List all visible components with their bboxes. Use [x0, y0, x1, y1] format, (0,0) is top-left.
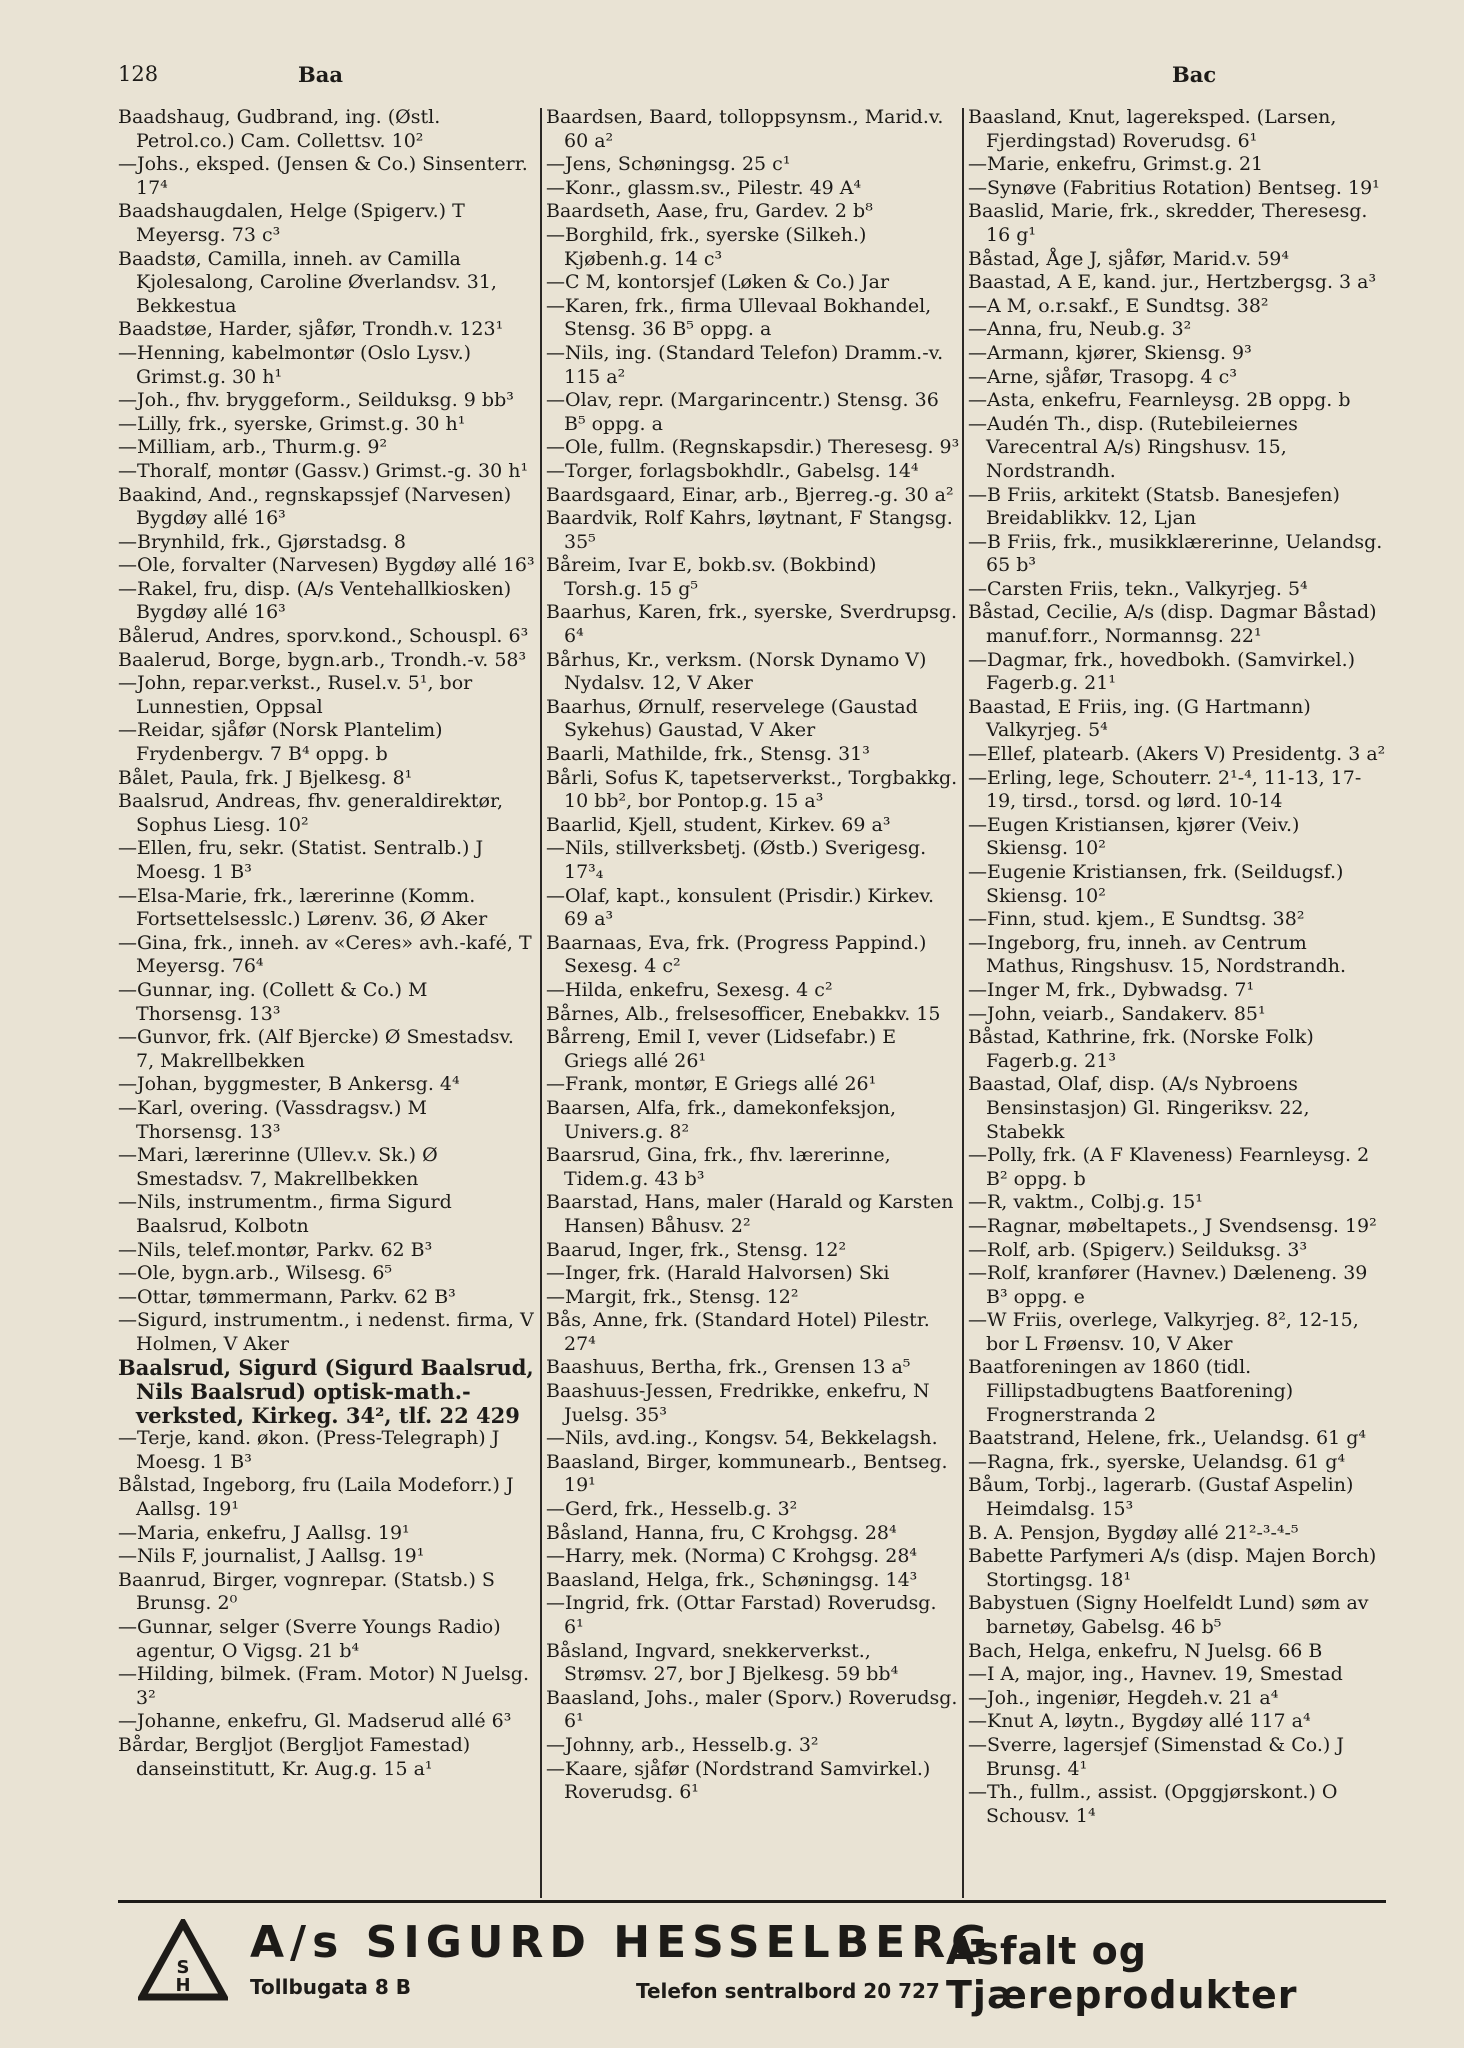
directory-entry: —Th., fullm., assist. (Opggjørskont.) O Schousv. 1⁴ — [968, 1781, 1338, 1827]
directory-entry: Baardsgaard, Einar, arb., Bjerreg.-g. 30 a² — [546, 483, 954, 506]
directory-entry: Baalsrud, Sigurd (Sigurd Baalsrud, Nils Baalsrud) optisk-math.-verksted, Kirkeg. 34², tlf. 22 429 — [118, 1355, 534, 1428]
directory-entry: —Gunnar, ing. (Collett & Co.) M Thorsensg. 13³ — [118, 978, 428, 1025]
directory-entry: —Ole, forvalter (Narvesen) Bygdøy allé 16³ — [118, 554, 535, 577]
directory-entry: —Sigurd, instrumentm., i nedenst. firma, V Holmen, V Aker — [118, 1309, 534, 1355]
directory-entry: —Nils, stillverksbetj. (Østb.) Sverigesg. 17³₄ — [546, 837, 927, 883]
directory-entry: Baarli, Mathilde, frk., Stensg. 31³ — [546, 743, 870, 766]
directory-entry: —Olaf, kapt., konsulent (Prisdir.) Kirkev. 69 a³ — [546, 884, 935, 931]
directory-entry: —B Friis, frk., musikklærerinne, Uelandsg. 65 b³ — [968, 530, 1383, 577]
directory-entry: —Reidar, sjåfør (Norsk Plantelim) Frydenbergv. 7 B⁴ oppg. b — [118, 719, 443, 766]
directory-entry: Baanrud, Birger, vognrepar. (Statsb.) S Brunsg. 2⁰ — [118, 1568, 495, 1615]
directory-entry: —Finn, stud. kjem., E Sundtsg. 38² — [968, 908, 1305, 931]
directory-entry: —Rolf, kranfører (Havnev.) Dæleneng. 39 B³ oppg. e — [968, 1262, 1368, 1308]
directory-entry: —Johan, byggmester, B Ankersg. 4⁴ — [118, 1073, 460, 1096]
advertisement-banner — [118, 1900, 1386, 2017]
directory-entry: —Joh., fhv. bryggeform., Seilduksg. 9 bb³ — [118, 389, 514, 412]
directory-entry: —Mari, lærerinne (Ullev.v. Sk.) Ø Smestadsv. 7, Makrellbekken — [118, 1144, 438, 1190]
directory-entry: —Audén Th., disp. (Rutebileiernes Varecentral A/s) Ringshusv. 15, Nordstrandh. — [968, 412, 1298, 482]
column-3 — [968, 106, 1386, 1896]
directory-entry: Båsland, Hanna, fru, C Krohgsg. 28⁴ — [546, 1521, 897, 1544]
directory-entry: —Asta, enkefru, Fearnleysg. 2B oppg. b — [968, 389, 1351, 412]
directory-entry: —Karl, overing. (Vassdragsv.) M Thorsensg. 13³ — [118, 1096, 427, 1143]
directory-entry: —Hilda, enkefru, Sexesg. 4 c² — [546, 978, 833, 1001]
directory-entry: —Synøve (Fabritius Rotation) Bentseg. 19¹ — [968, 176, 1380, 199]
directory-entry: —Johanne, enkefru, Gl. Madserud allé 6³ — [118, 1710, 512, 1733]
directory-entry: Baasland, Knut, lagereksped. (Larsen, Fjerdingstad) Roverudsg. 6¹ — [968, 106, 1337, 152]
directory-entry: Baarud, Inger, frk., Stensg. 12² — [546, 1238, 847, 1261]
directory-entry: Baarlid, Kjell, student, Kirkev. 69 a³ — [546, 813, 891, 836]
directory-entry: —Kaare, sjåfør (Nordstrand Samvirkel.) Roverudsg. 6¹ — [546, 1757, 931, 1804]
directory-entry: Bårnes, Alb., frelsesofficer, Enebakkv. 15 — [546, 1002, 941, 1025]
directory-entry: —Jens, Schøningsg. 25 c¹ — [546, 153, 791, 176]
directory-entry: Baalerud, Borge, bygn.arb., Trondh.-v. 58³ — [118, 648, 527, 671]
directory-entry: Baastad, Olaf, disp. (A/s Nybroens Bensinstasjon) Gl. Ringeriksv. 22, Stabekk — [968, 1073, 1310, 1143]
directory-entry: Baadshaug, Gudbrand, ing. (Østl. Petrol.co.) Cam. Collettsv. 10² — [118, 106, 441, 152]
directory-entry: —I A, major, ing., Havnev. 19, Smestad — [968, 1663, 1343, 1686]
directory-entry: Båum, Torbj., lagerarb. (Gustaf Aspelin) Heimdalsg. 15³ — [968, 1474, 1354, 1521]
directory-entry: Baarstad, Hans, maler (Harald og Karsten Hansen) Båhusv. 2² — [546, 1191, 954, 1237]
directory-entry: —Milliam, arb., Thurm.g. 9² — [118, 436, 388, 459]
directory-entry: —Harry, mek. (Norma) C Krohgsg. 28⁴ — [546, 1545, 918, 1568]
directory-entry: —Dagmar, frk., hovedbokh. (Samvirkel.) Fagerb.g. 21¹ — [968, 648, 1356, 695]
directory-entry: Baadshaugdalen, Helge (Spigerv.) T Meyersg. 73 c³ — [118, 200, 465, 246]
directory-entry: Bålet, Paula, frk. J Bjelkesg. 8¹ — [118, 766, 413, 789]
directory-entry: Baasland, Birger, kommunearb., Bentseg. 19¹ — [546, 1450, 948, 1497]
directory-entry: —C M, kontorsjef (Løken & Co.) Jar — [546, 271, 890, 294]
directory-entry: Båstad, Åge J, sjåfør, Marid.v. 59⁴ — [968, 247, 1290, 270]
directory-entry: Baardsen, Baard, tolloppsynsm., Marid.v. 60 a² — [546, 106, 944, 152]
directory-entry: Baasland, Helga, frk., Schøningsg. 14³ — [546, 1568, 918, 1591]
directory-entry: —Margit, frk., Stensg. 12² — [546, 1285, 799, 1308]
directory-entry: —Ragnar, møbeltapets., J Svendsensg. 19² — [968, 1214, 1377, 1237]
directory-entry: —W Friis, overlege, Valkyrjeg. 8², 12-15, bor L Frøensv. 10, V Aker — [968, 1309, 1359, 1355]
directory-entry: —Erling, lege, Schouterr. 2¹-⁴, 11-13, 17-19, tirsd., torsd. og lørd. 10-14 — [968, 766, 1362, 813]
advertiser-slogan: Asfalt og Tjæreprodukter — [946, 1929, 1298, 2017]
directory-entry: —Ellef, platearb. (Akers V) Presidentg. 3 a² — [968, 743, 1386, 766]
advertiser-phone: Telefon sentralbord 20 727 — [636, 1979, 940, 2003]
directory-entry: Baalsrud, Andreas, fhv. generaldirektør, Sophus Liesg. 10² — [118, 790, 504, 836]
directory-entry: Baaslid, Marie, frk., skredder, Theresesg. 16 g¹ — [968, 200, 1368, 246]
directory-entry: Baarsrud, Gina, frk., fhv. lærerinne, Tidem.g. 43 b³ — [546, 1144, 891, 1190]
directory-entry: —Anna, fru, Neub.g. 3² — [968, 318, 1192, 341]
column-divider — [962, 108, 964, 1898]
directory-entry: —Nils F, journalist, J Aallsg. 19¹ — [118, 1545, 425, 1568]
directory-entry: —Ingeborg, fru, inneh. av Centrum Mathus, Ringshusv. 15, Nordstrandh. — [968, 931, 1347, 978]
directory-entry: —Ottar, tømmermann, Parkv. 62 B³ — [118, 1285, 456, 1308]
directory-entry: —Ingrid, frk. (Ottar Farstad) Roverudsg. 6¹ — [546, 1592, 937, 1638]
directory-entry: Bach, Helga, enkefru, N Juelsg. 66 B — [968, 1639, 1323, 1662]
directory-entry: —R, vaktm., Colbj.g. 15¹ — [968, 1191, 1203, 1214]
directory-entry: Babystuen (Signy Hoelfeldt Lund) søm av barnetøy, Gabelsg. 46 b⁵ — [968, 1592, 1369, 1638]
directory-entry: —Elsa-Marie, frk., lærerinne (Komm. Fortsettelsesslc.) Lørenv. 36, Ø Aker — [118, 884, 488, 931]
directory-entry: —Hilding, bilmek. (Fram. Motor) N Juelsg. 3² — [118, 1663, 530, 1709]
left-running-head: Baa — [298, 62, 343, 87]
directory-entry: Bås, Anne, frk. (Standard Hotel) Pilestr. 27⁴ — [546, 1309, 930, 1355]
directory-entry: Bårhus, Kr., verksm. (Norsk Dynamo V) Nydalsv. 12, V Aker — [546, 648, 927, 695]
directory-entry: —Knut A, løytn., Bygdøy allé 117 a⁴ — [968, 1710, 1311, 1733]
directory-entry: Baasland, Johs., maler (Sporv.) Roverudsg. 6¹ — [546, 1686, 958, 1733]
page-number: 128 — [118, 62, 159, 86]
directory-entry: —Eugen Kristiansen, kjører (Veiv.) Skiensg. 10² — [968, 813, 1300, 860]
page-header — [118, 62, 1368, 92]
directory-entry: —Marie, enkefru, Grimst.g. 21 — [968, 153, 1264, 176]
directory-entry: —Eugenie Kristiansen, frk. (Seildugsf.) Skiensg. 10² — [968, 861, 1344, 907]
directory-entry: Baarsen, Alfa, frk., damekonfeksjon, Univers.g. 8² — [546, 1096, 897, 1143]
directory-entry: Baatforeningen av 1860 (tidl. Fillipstadbugtens Baatforening) Frognerstranda 2 — [968, 1356, 1294, 1426]
directory-entry: —Brynhild, frk., Gjørstadsg. 8 — [118, 530, 406, 553]
directory-entry: —Ellen, fru, sekr. (Statist. Sentralb.) J Moesg. 1 B³ — [118, 837, 484, 883]
directory-entry: —Ole, fullm. (Regnskapsdir.) Theresesg. 9³ — [546, 436, 960, 459]
directory-entry: —Karen, frk., firma Ullevaal Bokhandel, Stensg. 36 B⁵ oppg. a — [546, 294, 932, 341]
directory-entry: Baashuus, Bertha, frk., Grensen 13 a⁵ — [546, 1356, 911, 1379]
directory-entry: —Torger, forlagsbokhdlr., Gabelsg. 14⁴ — [546, 459, 919, 482]
directory-entry: —John, veiarb., Sandakerv. 85¹ — [968, 1002, 1266, 1025]
column-2 — [546, 106, 960, 1896]
directory-entry: —Gerd, frk., Hesselb.g. 3² — [546, 1498, 798, 1521]
triangle-logo-icon — [138, 1919, 228, 2001]
directory-entry: —Polly, frk. (A F Klaveness) Fearnleysg. 2 B² oppg. b — [968, 1144, 1370, 1190]
directory-entry: Baardseth, Aase, fru, Gardev. 2 b⁸ — [546, 200, 873, 223]
directory-entry: —Nils, avd.ing., Kongsv. 54, Bekkelagsh. — [546, 1427, 938, 1450]
directory-entry: —Thoralf, montør (Gassv.) Grimst.-g. 30 h¹ — [118, 459, 529, 482]
directory-entry: —Armann, kjører, Skiensg. 9³ — [968, 341, 1252, 364]
directory-entry: Båsland, Ingvard, snekkerverkst., Strømsv. 27, bor J Bjelkesg. 59 bb⁴ — [546, 1639, 899, 1686]
directory-entry: Bårdar, Bergljot (Bergljot Famestad) danseinstitutt, Kr. Aug.g. 15 a¹ — [118, 1733, 471, 1780]
directory-entry: B. A. Pensjon, Bygdøy allé 21²-³-⁴-⁵ — [968, 1521, 1299, 1544]
directory-entry: —Sverre, lagersjef (Simenstad & Co.) J Brunsg. 4¹ — [968, 1733, 1344, 1780]
directory-entry: —A M, o.r.sakf., E Sundtsg. 38² — [968, 294, 1269, 317]
directory-entry: Baadstø, Camilla, inneh. av Camilla Kjolesalong, Caroline Øverlandsv. 31, Bekkestua — [118, 247, 497, 317]
directory-entry: Baadstøe, Harder, sjåfør, Trondh.v. 123¹ — [118, 318, 504, 341]
directory-entry: —Ole, bygn.arb., Wilsesg. 6⁵ — [118, 1262, 393, 1285]
directory-entry: —Carsten Friis, tekn., Valkyrjeg. 5⁴ — [968, 577, 1308, 600]
directory-entry: —Nils, instrumentm., firma Sigurd Baalsrud, Kolbotn — [118, 1191, 452, 1237]
directory-entry: —Joh., ingeniør, Hegdeh.v. 21 a⁴ — [968, 1686, 1279, 1709]
directory-entry: —Lilly, frk., syerske, Grimst.g. 30 h¹ — [118, 412, 466, 435]
directory-entry: Båstad, Kathrine, frk. (Norske Folk) Fagerb.g. 21³ — [968, 1026, 1314, 1072]
directory-entry: —Inger, frk. (Harald Halvorsen) Ski — [546, 1262, 890, 1285]
directory-entry: —Maria, enkefru, J Aallsg. 19¹ — [118, 1521, 410, 1544]
directory-entry: —Terje, kand. økon. (Press-Telegraph) J Moesg. 1 B³ — [118, 1427, 500, 1473]
directory-entry: —Arne, sjåfør, Trasopg. 4 c³ — [968, 365, 1237, 388]
directory-entry: —Johnny, arb., Hesselb.g. 3² — [546, 1733, 819, 1756]
directory-entry: Båreim, Ivar E, bokb.sv. (Bokbind) Torsh.g. 15 g⁵ — [546, 554, 877, 600]
directory-entry: Bålstad, Ingeborg, fru (Laila Modeforr.) J Aallsg. 19¹ — [118, 1474, 514, 1521]
directory-entry: Baatstrand, Helene, frk., Uelandsg. 61 g⁴ — [968, 1427, 1367, 1450]
directory-entry: —Olav, repr. (Margarincentr.) Stensg. 36 B⁵ oppg. a — [546, 389, 939, 435]
directory-entry: —Gunnar, selger (Sverre Youngs Radio) agentur, O Vigsg. 21 b⁴ — [118, 1616, 501, 1662]
directory-entry: —Rolf, arb. (Spigerv.) Seilduksg. 3³ — [968, 1238, 1308, 1261]
svg-text:H: H — [175, 1975, 191, 1996]
svg-text:S: S — [176, 1957, 190, 1978]
column-divider — [540, 108, 542, 1898]
column-1 — [118, 106, 538, 1896]
directory-entry: Baashuus-Jessen, Fredrikke, enkefru, N Juelsg. 35³ — [546, 1380, 930, 1426]
directory-entry: —Borghild, frk., syerske (Silkeh.) Kjøbenh.g. 14 c³ — [546, 223, 867, 270]
directory-entry: —Rakel, fru, disp. (A/s Ventehallkiosken) Bygdøy allé 16³ — [118, 577, 512, 624]
directory-entry: Baarhus, Karen, frk., syerske, Sverdrupsg. 6⁴ — [546, 601, 957, 648]
directory-entry: —Nils, ing. (Standard Telefon) Dramm.-v. 115 a² — [546, 341, 944, 388]
directory-entry: Båstad, Cecilie, A/s (disp. Dagmar Båstad) manuf.forr., Normannsg. 22¹ — [968, 601, 1377, 648]
advertiser-address: Tollbugata 8 B — [250, 1975, 411, 1999]
directory-entry: Bårreng, Emil I, vever (Lidsefabr.) E Griegs allé 26¹ — [546, 1026, 897, 1072]
directory-entry: —Henning, kabelmontør (Oslo Lysv.) Grimst.g. 30 h¹ — [118, 341, 472, 388]
directory-entry: —Gina, frk., inneh. av «Ceres» avh.-kafé, T Meyersg. 76⁴ — [118, 931, 532, 978]
directory-entry: Bårli, Sofus K, tapetserverkst., Torgbakkg. 10 bb², bor Pontop.g. 15 a³ — [546, 766, 958, 813]
directory-entry: —Frank, montør, E Griegs allé 26¹ — [546, 1073, 877, 1096]
directory-entry: —Nils, telef.montør, Parkv. 62 B³ — [118, 1238, 433, 1261]
directory-entry: —Gunvor, frk. (Alf Bjercke) Ø Smestadsv. 7, Makrellbekken — [118, 1026, 514, 1072]
directory-entry: —Ragna, frk., syerske, Uelandsg. 61 g⁴ — [968, 1450, 1346, 1473]
directory-entry: Baastad, A E, kand. jur., Hertzbergsg. 3 a³ — [968, 271, 1377, 294]
directory-entry: —B Friis, arkitekt (Statsb. Banesjefen) Breidablikkv. 12, Ljan — [968, 483, 1340, 530]
advertiser-name: A/s SIGURD HESSELBERG — [250, 1917, 994, 1968]
directory-entry: —Inger M, frk., Dybwadsg. 7¹ — [968, 978, 1255, 1001]
directory-entry: —Konr., glassm.sv., Pilestr. 49 A⁴ — [546, 176, 862, 199]
directory-entry: Baarhus, Ørnulf, reservelege (Gaustad Sykehus) Gaustad, V Aker — [546, 695, 918, 742]
directory-entry: Baakind, And., regnskapssjef (Narvesen) Bygdøy allé 16³ — [118, 483, 512, 530]
directory-entry: Bålerud, Andres, sporv.kond., Schouspl. 6³ — [118, 625, 529, 648]
right-running-head: Bac — [1172, 62, 1217, 87]
directory-entry: —John, repar.verkst., Rusel.v. 5¹, bor Lunnestien, Oppsal — [118, 672, 473, 718]
directory-entry: Baastad, E Friis, ing. (G Hartmann) Valkyrjeg. 5⁴ — [968, 695, 1311, 742]
directory-entry: Babette Parfymeri A/s (disp. Majen Borch) Stortingsg. 18¹ — [968, 1545, 1377, 1591]
directory-entry: Baardvik, Rolf Kahrs, løytnant, F Stangsg. 35⁵ — [546, 507, 953, 553]
directory-entry: —Johs., eksped. (Jensen & Co.) Sinsenterr. 17⁴ — [118, 153, 528, 199]
directory-entry: Baarnaas, Eva, frk. (Progress Pappind.) Sexesg. 4 c² — [546, 931, 927, 978]
